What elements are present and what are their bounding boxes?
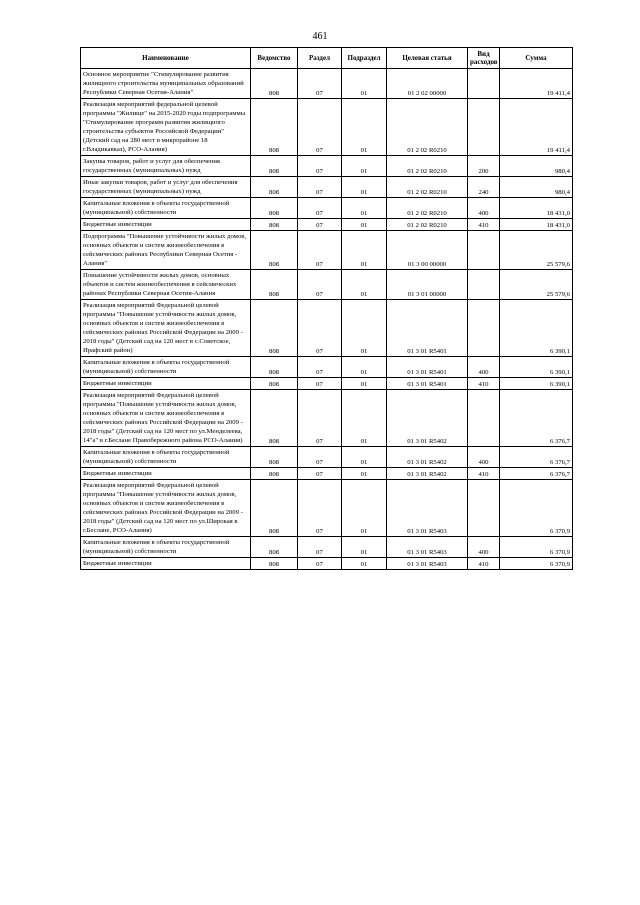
row-ministry-cell: 808 bbox=[251, 300, 298, 357]
row-name-cell: Реализация мероприятий Федеральной целевой программы "Повышение устойчивости жилых домов, основных объектов и систем жизнеобеспечения в сейсмических районах Российской Федерации на 2009 - 2018 годы" (Детский сад на 120 мест по ул.Широкая в г.Беслане, РСО-Алания) bbox=[81, 480, 251, 537]
row-target-cell: 01 2 02 R0210 bbox=[387, 177, 468, 198]
row-target-cell: 01 3 01 00000 bbox=[387, 270, 468, 300]
row-subsection-cell: 01 bbox=[342, 300, 387, 357]
table-row bbox=[81, 231, 573, 270]
column-header-amount: Сумма bbox=[500, 48, 573, 69]
row-amount-cell: 6 370,9 bbox=[500, 558, 573, 570]
table-row bbox=[81, 219, 573, 231]
table-row bbox=[81, 558, 573, 570]
row-name-cell: Основное мероприятие "Стимулирование развития жилищного строительства муниципальных образований Республики Северная Осетия-Алания" bbox=[81, 69, 251, 99]
row-section-cell: 07 bbox=[298, 390, 342, 447]
row-subsection-cell: 01 bbox=[342, 390, 387, 447]
row-amount-cell: 6 390,1 bbox=[500, 300, 573, 357]
row-target-cell: 01 2 02 R0210 bbox=[387, 99, 468, 156]
row-name-cell: Закупка товаров, работ и услуг для обеспечения государственных (муниципальных) нужд bbox=[81, 156, 251, 177]
row-ministry-cell: 808 bbox=[251, 99, 298, 156]
row-amount-cell: 6 376,7 bbox=[500, 447, 573, 468]
row-subsection-cell: 01 bbox=[342, 231, 387, 270]
row-name-cell: Бюджетные инвестиции bbox=[81, 558, 251, 570]
table-row bbox=[81, 69, 573, 99]
row-amount-cell: 6 376,7 bbox=[500, 468, 573, 480]
row-name-cell: Бюджетные инвестиции bbox=[81, 378, 251, 390]
row-name-cell: Подпрограмма "Повышение устойчивости жилых домов, основных объектов и систем жизнеобеспечения в сейсмических районах Республики Северная Осетия - Алания" bbox=[81, 231, 251, 270]
row-target-cell: 01 3 01 R5403 bbox=[387, 480, 468, 537]
table-row bbox=[81, 156, 573, 177]
row-name-cell: Бюджетные инвестиции bbox=[81, 468, 251, 480]
column-header-section: Раздел bbox=[298, 48, 342, 69]
table-row bbox=[81, 378, 573, 390]
row-kind-cell: 400 bbox=[468, 357, 500, 378]
row-name-cell: Реализация мероприятий Федеральной целевой программы "Повышение устойчивости жилых домов, основных объектов и систем жизнеобеспечения в сейсмических районах Российской Федерации на 2009 - 2018 годы" (Детский сад на 120 мест в с.Советское, Ирафский район) bbox=[81, 300, 251, 357]
row-ministry-cell: 808 bbox=[251, 69, 298, 99]
row-kind-cell: 410 bbox=[468, 558, 500, 570]
row-subsection-cell: 01 bbox=[342, 177, 387, 198]
row-kind-cell bbox=[468, 390, 500, 447]
table-row bbox=[81, 198, 573, 219]
row-section-cell: 07 bbox=[298, 270, 342, 300]
row-name-cell: Повышение устойчивости жилых домов, основных объектов и систем жизнеобеспечения в сейсмических районах Республики Северная Осетия-Алания bbox=[81, 270, 251, 300]
row-amount-cell: 25 579,6 bbox=[500, 270, 573, 300]
column-header-expense-kind: Вид расходов bbox=[468, 48, 500, 69]
row-subsection-cell: 01 bbox=[342, 198, 387, 219]
table-row bbox=[81, 480, 573, 537]
row-ministry-cell: 808 bbox=[251, 357, 298, 378]
row-section-cell: 07 bbox=[298, 198, 342, 219]
row-target-cell: 01 3 01 R5402 bbox=[387, 390, 468, 447]
row-section-cell: 07 bbox=[298, 378, 342, 390]
row-subsection-cell: 01 bbox=[342, 558, 387, 570]
row-ministry-cell: 808 bbox=[251, 231, 298, 270]
row-name-cell: Капитальные вложения в объекты государственной (муниципальной) собственности bbox=[81, 357, 251, 378]
row-subsection-cell: 01 bbox=[342, 378, 387, 390]
row-kind-cell bbox=[468, 69, 500, 99]
row-ministry-cell: 808 bbox=[251, 447, 298, 468]
row-kind-cell: 240 bbox=[468, 177, 500, 198]
page-number: 461 bbox=[312, 31, 328, 42]
row-amount-cell: 19 411,4 bbox=[500, 99, 573, 156]
row-subsection-cell: 01 bbox=[342, 480, 387, 537]
row-target-cell: 01 2 02 00000 bbox=[387, 69, 468, 99]
row-ministry-cell: 808 bbox=[251, 558, 298, 570]
row-subsection-cell: 01 bbox=[342, 99, 387, 156]
row-target-cell: 01 2 02 R0210 bbox=[387, 219, 468, 231]
row-target-cell: 01 3 01 R5403 bbox=[387, 537, 468, 558]
row-kind-cell: 200 bbox=[468, 156, 500, 177]
row-subsection-cell: 01 bbox=[342, 219, 387, 231]
row-amount-cell: 6 370,9 bbox=[500, 537, 573, 558]
row-name-cell: Капитальные вложения в объекты государственной (муниципальной) собственности bbox=[81, 537, 251, 558]
row-amount-cell: 19 411,4 bbox=[500, 69, 573, 99]
row-section-cell: 07 bbox=[298, 357, 342, 378]
row-kind-cell bbox=[468, 231, 500, 270]
budget-table bbox=[80, 47, 573, 570]
row-amount-cell: 6 390,1 bbox=[500, 378, 573, 390]
row-target-cell: 01 3 01 R5401 bbox=[387, 300, 468, 357]
row-target-cell: 01 3 01 R5403 bbox=[387, 558, 468, 570]
row-amount-cell: 25 579,6 bbox=[500, 231, 573, 270]
row-subsection-cell: 01 bbox=[342, 270, 387, 300]
row-ministry-cell: 808 bbox=[251, 219, 298, 231]
row-name-cell: Реализация мероприятий Федеральной целевой программы "Повышение устойчивости жилых домов, основных объектов и систем жизнеобеспечения в сейсмических районах Российской Федерации на 2009 - 2018 годы" (Детский сад на 120 мест по ул.Менделеева, 14"а" в г.Беслане Правобережного района РСО-Алания) bbox=[81, 390, 251, 447]
column-header-target-item: Целевая статья bbox=[387, 48, 468, 69]
row-ministry-cell: 808 bbox=[251, 468, 298, 480]
row-name-cell: Капитальные вложения в объекты государственной (муниципальной) собственности bbox=[81, 198, 251, 219]
row-name-cell: Иные закупки товаров, работ и услуг для обеспечения государственных (муниципальных) нужд bbox=[81, 177, 251, 198]
row-target-cell: 01 2 02 R0210 bbox=[387, 156, 468, 177]
table-body bbox=[81, 69, 573, 570]
row-ministry-cell: 808 bbox=[251, 480, 298, 537]
table-row bbox=[81, 99, 573, 156]
row-section-cell: 07 bbox=[298, 177, 342, 198]
row-ministry-cell: 808 bbox=[251, 270, 298, 300]
row-kind-cell: 410 bbox=[468, 468, 500, 480]
table-row bbox=[81, 357, 573, 378]
row-section-cell: 07 bbox=[298, 447, 342, 468]
row-kind-cell bbox=[468, 300, 500, 357]
table-row bbox=[81, 468, 573, 480]
row-section-cell: 07 bbox=[298, 219, 342, 231]
row-kind-cell bbox=[468, 270, 500, 300]
row-kind-cell: 410 bbox=[468, 219, 500, 231]
row-name-cell: Реализация мероприятий федеральной целевой программы "Жилище" на 2015-2020 годы подпрограммы "Стимулирование программ развития жилищного строительства субъектов Российской Федерации" (Детский сад на 280 мест в микрорайоне 18 г.Владикавказ), РСО-Алания) bbox=[81, 99, 251, 156]
column-header-subsection: Подраздел bbox=[342, 48, 387, 69]
column-header-name: Наименование bbox=[81, 48, 251, 69]
row-ministry-cell: 808 bbox=[251, 177, 298, 198]
row-ministry-cell: 808 bbox=[251, 537, 298, 558]
row-subsection-cell: 01 bbox=[342, 447, 387, 468]
row-target-cell: 01 3 00 00000 bbox=[387, 231, 468, 270]
row-subsection-cell: 01 bbox=[342, 357, 387, 378]
row-target-cell: 01 3 01 R5402 bbox=[387, 447, 468, 468]
row-kind-cell bbox=[468, 480, 500, 537]
row-kind-cell bbox=[468, 99, 500, 156]
row-section-cell: 07 bbox=[298, 468, 342, 480]
row-amount-cell: 980,4 bbox=[500, 177, 573, 198]
table-row bbox=[81, 300, 573, 357]
row-section-cell: 07 bbox=[298, 69, 342, 99]
row-section-cell: 07 bbox=[298, 480, 342, 537]
table-row bbox=[81, 390, 573, 447]
row-kind-cell: 410 bbox=[468, 378, 500, 390]
row-amount-cell: 6 370,9 bbox=[500, 480, 573, 537]
row-amount-cell: 6 376,7 bbox=[500, 390, 573, 447]
row-ministry-cell: 808 bbox=[251, 198, 298, 219]
table-row bbox=[81, 270, 573, 300]
table-row bbox=[81, 537, 573, 558]
row-name-cell: Бюджетные инвестиции bbox=[81, 219, 251, 231]
row-kind-cell: 400 bbox=[468, 447, 500, 468]
column-header-ministry: Ведомство bbox=[251, 48, 298, 69]
row-subsection-cell: 01 bbox=[342, 468, 387, 480]
row-subsection-cell: 01 bbox=[342, 537, 387, 558]
row-section-cell: 07 bbox=[298, 156, 342, 177]
row-kind-cell: 400 bbox=[468, 198, 500, 219]
row-subsection-cell: 01 bbox=[342, 156, 387, 177]
row-target-cell: 01 3 01 R5402 bbox=[387, 468, 468, 480]
row-amount-cell: 6 390,1 bbox=[500, 357, 573, 378]
row-section-cell: 07 bbox=[298, 99, 342, 156]
row-section-cell: 07 bbox=[298, 558, 342, 570]
table-row bbox=[81, 177, 573, 198]
row-subsection-cell: 01 bbox=[342, 69, 387, 99]
row-section-cell: 07 bbox=[298, 537, 342, 558]
row-amount-cell: 18 431,0 bbox=[500, 219, 573, 231]
row-kind-cell: 400 bbox=[468, 537, 500, 558]
row-ministry-cell: 808 bbox=[251, 156, 298, 177]
row-amount-cell: 980,4 bbox=[500, 156, 573, 177]
table-header-row bbox=[81, 48, 573, 69]
row-name-cell: Капитальные вложения в объекты государственной (муниципальной) собственности bbox=[81, 447, 251, 468]
row-section-cell: 07 bbox=[298, 300, 342, 357]
row-target-cell: 01 3 01 R5401 bbox=[387, 357, 468, 378]
row-target-cell: 01 2 02 R0210 bbox=[387, 198, 468, 219]
row-ministry-cell: 808 bbox=[251, 378, 298, 390]
row-amount-cell: 18 431,0 bbox=[500, 198, 573, 219]
row-section-cell: 07 bbox=[298, 231, 342, 270]
row-target-cell: 01 3 01 R5401 bbox=[387, 378, 468, 390]
row-ministry-cell: 808 bbox=[251, 390, 298, 447]
table-row bbox=[81, 447, 573, 468]
